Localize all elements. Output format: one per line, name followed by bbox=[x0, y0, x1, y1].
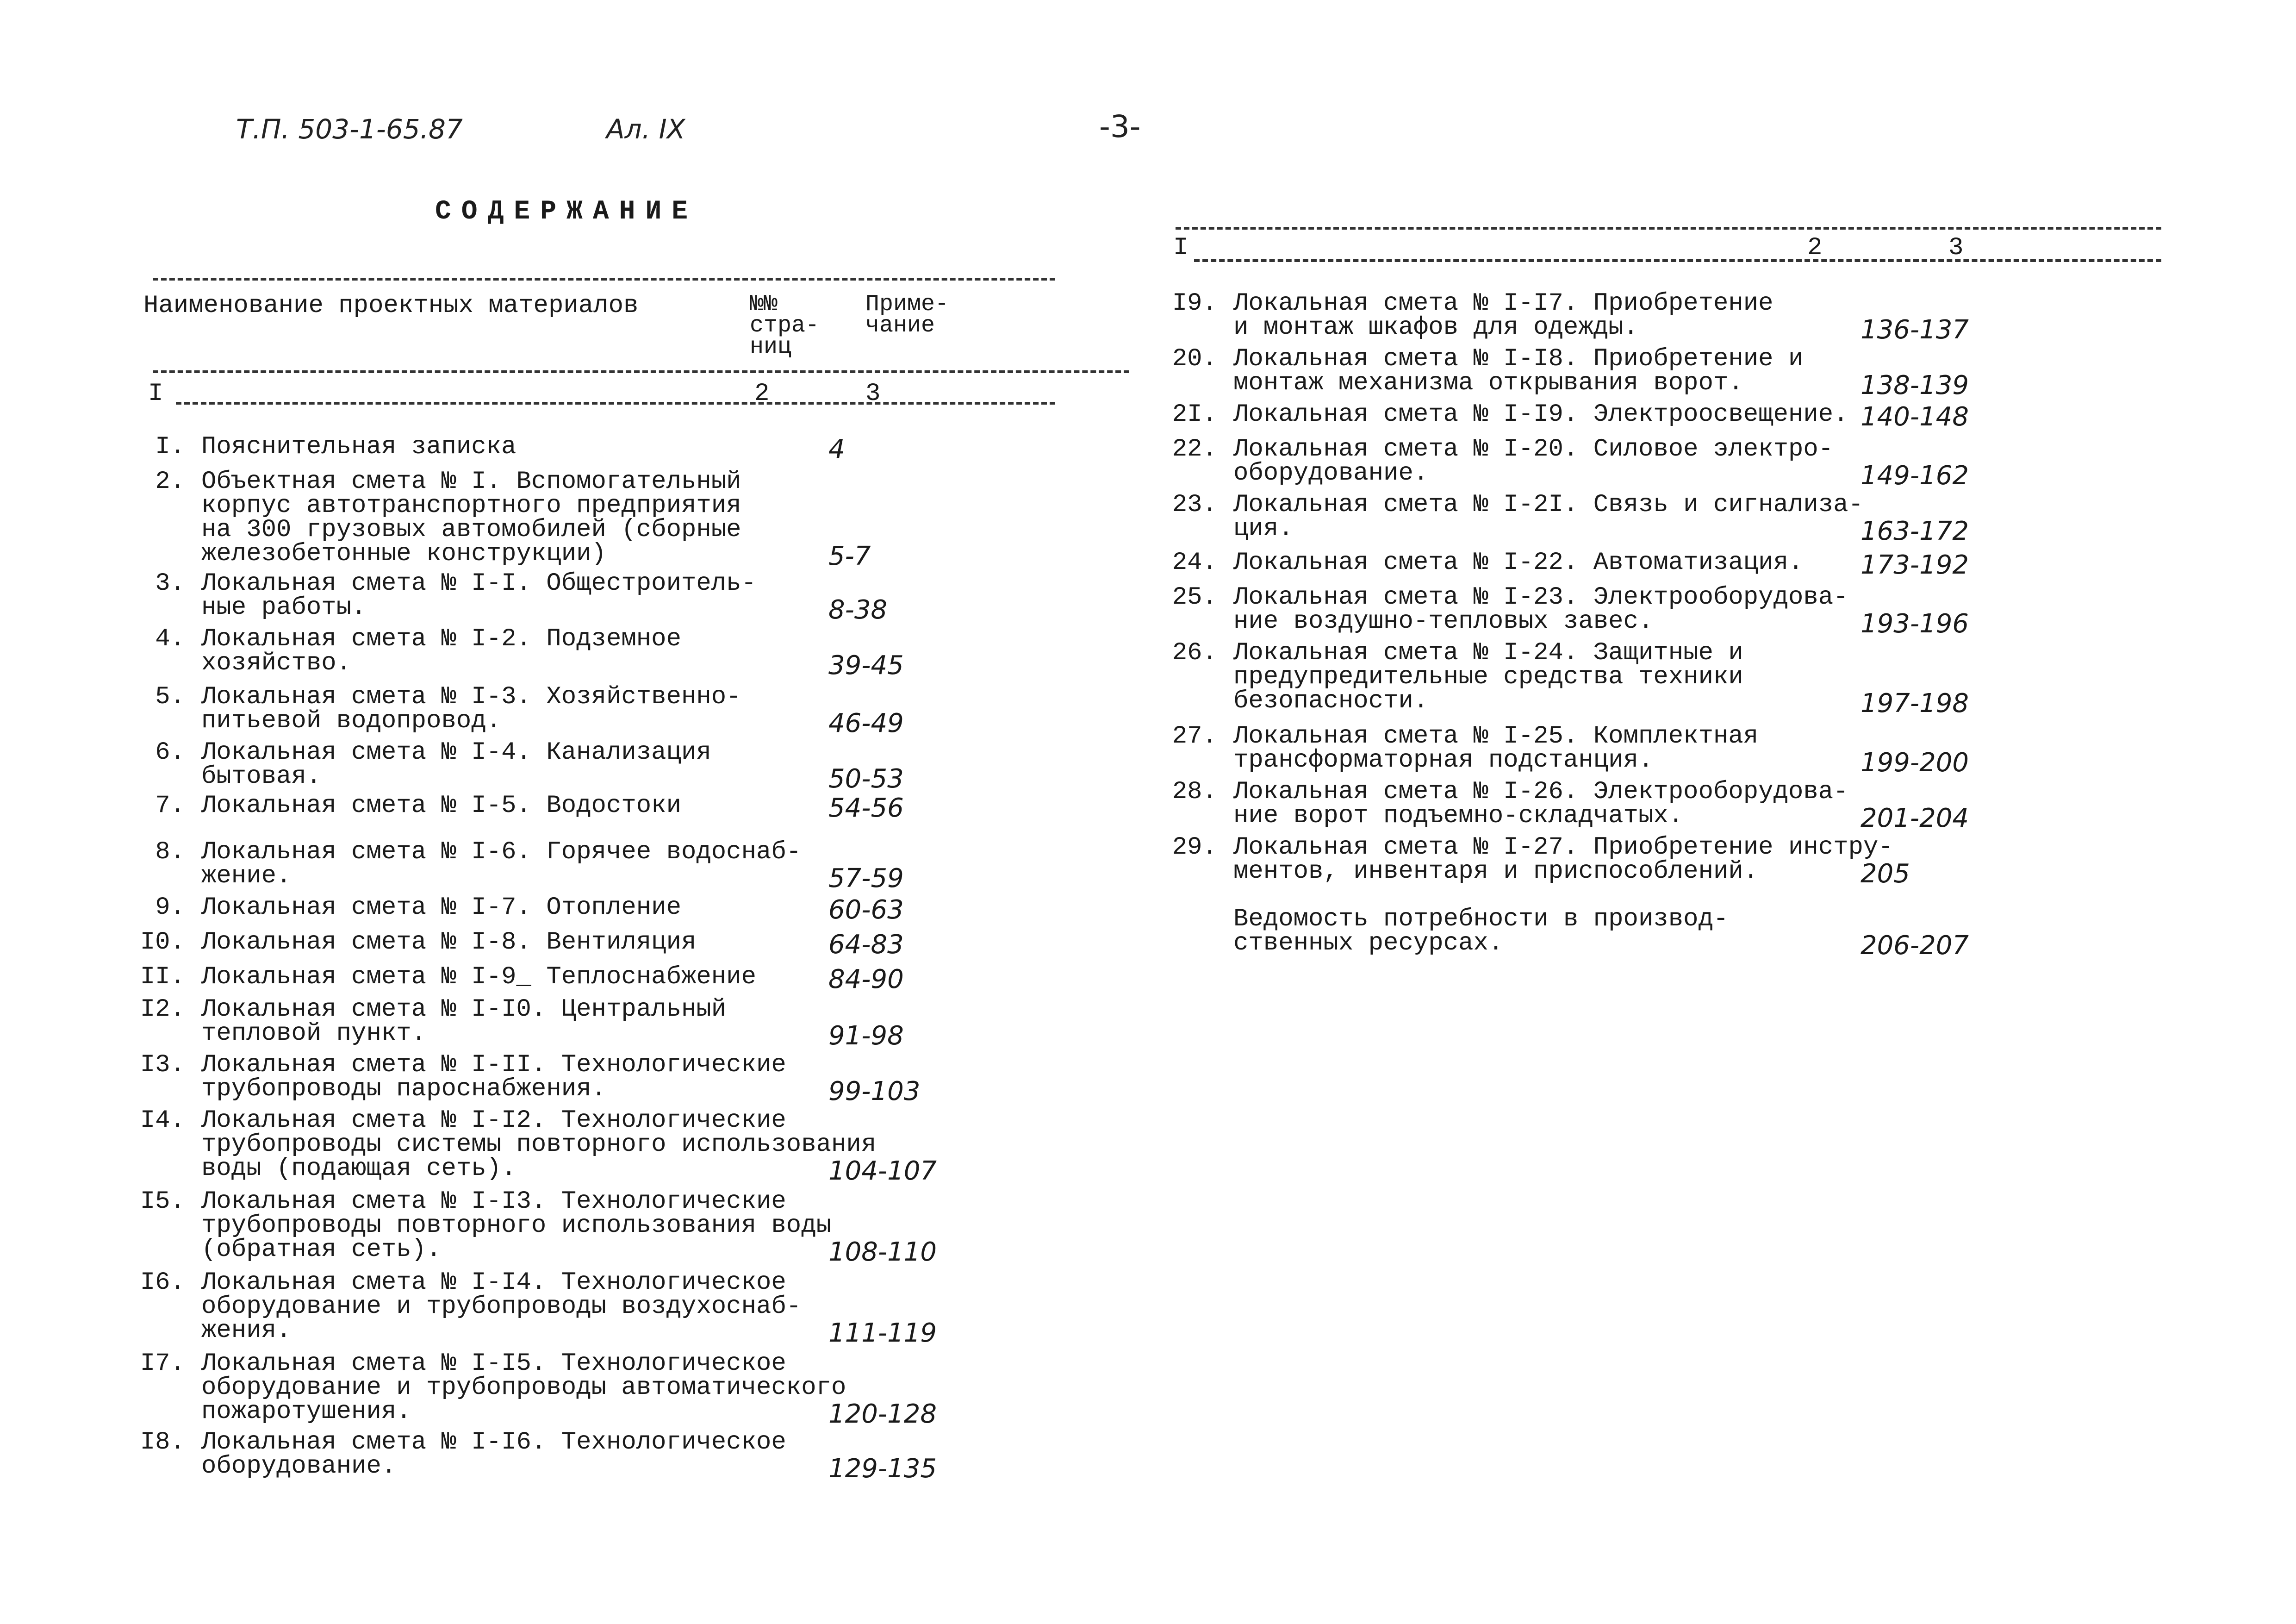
left-entry-title: Локальная смета № I-5. Водостоки bbox=[201, 792, 681, 820]
left-entry-number: 9. bbox=[155, 893, 185, 922]
left-entry-number: 6. bbox=[155, 738, 185, 767]
right-entry-number: 20. bbox=[1172, 345, 1217, 373]
left-entry-pages: 50-53 bbox=[828, 764, 904, 794]
left-entry-pages: 84-90 bbox=[828, 964, 904, 994]
left-entry-number: I8. bbox=[140, 1428, 185, 1456]
right-entry-pages: 163-172 bbox=[1860, 516, 1969, 546]
right-entry-number: 25. bbox=[1172, 583, 1217, 612]
left-entry-pages: 108-110 bbox=[828, 1237, 937, 1267]
left-entry-pages: 5-7 bbox=[828, 541, 871, 571]
right-entry-title: Локальная смета № I-25. Комплектная трансформаторная подстанция. bbox=[1233, 722, 1759, 775]
right-entry-pages: 138-139 bbox=[1860, 370, 1969, 400]
document-code: Т.П. 503-1-65.87 bbox=[236, 113, 463, 145]
left-entry-pages: 64-83 bbox=[828, 930, 904, 960]
right-entry-number: 28. bbox=[1172, 778, 1217, 806]
left-entry-pages: 8-38 bbox=[828, 595, 888, 625]
left-entry-title: Объектная смета № I. Вспомогательный корпус автотранспортного предприятия на 300 грузовых автомобилей (сборные железобетонные конструкции) bbox=[201, 468, 741, 568]
right-entry-number: I9. bbox=[1172, 289, 1217, 318]
right-entry-title: Локальная смета № I-I8. Приобретение и монтаж механизма открывания ворот. bbox=[1233, 345, 1804, 397]
left-entry-pages: 99-103 bbox=[828, 1076, 921, 1106]
column-index-3: 3 bbox=[865, 380, 881, 408]
left-entry-number: 8. bbox=[155, 838, 185, 866]
right-entry-number: 2I. bbox=[1172, 400, 1217, 429]
right-entry-title: Локальная смета № I-2I. Связь и сигнализа- ция. bbox=[1233, 491, 1864, 543]
left-entry-number: I2. bbox=[140, 995, 185, 1024]
left-entry-title: Локальная смета № I-2. Подземное хозяйство. bbox=[201, 625, 681, 677]
left-entry-number: I4. bbox=[140, 1106, 185, 1135]
left-entry-pages: 129-135 bbox=[828, 1454, 937, 1484]
left-entry-title: Локальная смета № I-3. Хозяйственно- питьевой водопровод. bbox=[201, 683, 741, 735]
left-entry-title: Локальная смета № I-8. Вентиляция bbox=[201, 928, 697, 956]
left-entry-pages: 104-107 bbox=[828, 1156, 937, 1186]
album-number: Ал. IX bbox=[606, 113, 685, 145]
right-entry-pages: 149-162 bbox=[1860, 461, 1969, 491]
right-column-index-1: I bbox=[1173, 234, 1188, 262]
right-entry-pages: 197-198 bbox=[1860, 688, 1969, 718]
left-entry-pages: 60-63 bbox=[828, 895, 904, 925]
left-entry-number: 4. bbox=[155, 625, 185, 653]
column-header-note: Приме- чание bbox=[865, 291, 949, 339]
left-header-bottom-rule bbox=[176, 402, 1055, 405]
left-entry-number: 5. bbox=[155, 683, 185, 711]
left-entry-title: Пояснительная записка bbox=[201, 433, 516, 461]
right-entry-number: 23. bbox=[1172, 491, 1217, 519]
left-entry-number: 3. bbox=[155, 569, 185, 598]
right-entry-pages: 173-192 bbox=[1860, 550, 1969, 580]
left-entry-title: Локальная смета № I-I6. Технологическое оборудование. bbox=[201, 1428, 786, 1480]
left-entry-title: Локальная смета № I-I4. Технологическое оборудование и трубопроводы воздухоснаб- жения. bbox=[201, 1268, 802, 1345]
left-entry-title: Локальная смета № I-I. Общестроитель- ные работы. bbox=[201, 569, 756, 622]
right-entry-title: Локальная смета № I-I9. Электроосвещение. bbox=[1233, 400, 1848, 429]
left-entry-number: I3. bbox=[140, 1051, 185, 1079]
left-entry-pages: 120-128 bbox=[828, 1399, 937, 1429]
right-entry-number: 27. bbox=[1172, 722, 1217, 750]
column-header-name: Наименование проектных материалов bbox=[143, 292, 639, 320]
left-entry-title: Локальная смета № I-9_ Теплоснабжение bbox=[201, 963, 756, 991]
left-entry-number: 2. bbox=[155, 468, 185, 496]
left-entry-title: Локальная смета № I-6. Горячее водоснаб- жение. bbox=[201, 838, 802, 890]
right-entry-pages: 201-204 bbox=[1860, 803, 1969, 833]
right-entry-title: Локальная смета № I-I7. Приобретение и монтаж шкафов для одежды. bbox=[1233, 289, 1773, 342]
right-entry-number: 22. bbox=[1172, 435, 1217, 463]
right-entry-number: 29. bbox=[1172, 833, 1217, 862]
right-column-index-3: 3 bbox=[1948, 234, 1964, 262]
left-entry-title: Локальная смета № I-II. Технологические трубопроводы пароснабжения. bbox=[201, 1051, 786, 1103]
left-entry-title: Локальная смета № I-I5. Технологическое оборудование и трубопроводы автоматического пожаротушения. bbox=[201, 1349, 846, 1426]
right-entry-pages: 140-148 bbox=[1860, 402, 1969, 432]
left-entry-number: I6. bbox=[140, 1268, 185, 1297]
right-entry-pages: 199-200 bbox=[1860, 748, 1969, 778]
right-entry-number: 24. bbox=[1172, 549, 1217, 577]
left-entry-pages: 91-98 bbox=[828, 1021, 904, 1051]
left-entry-pages: 54-56 bbox=[828, 793, 904, 823]
page-number: -3- bbox=[1099, 109, 1141, 144]
left-entry-pages: 57-59 bbox=[828, 863, 904, 893]
left-entry-pages: 46-49 bbox=[828, 708, 904, 738]
right-column-index-2: 2 bbox=[1807, 234, 1823, 262]
right-entry-pages: 136-137 bbox=[1860, 315, 1969, 345]
right-entry-title: Локальная смета № I-22. Автоматизация. bbox=[1233, 549, 1804, 577]
left-header-mid-rule bbox=[153, 370, 1129, 373]
right-entry-number: 26. bbox=[1172, 639, 1217, 667]
right-entry-title: Локальная смета № I-27. Приобретение инстру- ментов, инвентаря и приспособлений. bbox=[1233, 833, 1893, 886]
right-header-top-rule bbox=[1176, 227, 2161, 230]
left-entry-number: I0. bbox=[140, 928, 185, 956]
column-index-1: I bbox=[148, 380, 163, 408]
left-entry-title: Локальная смета № I-I3. Технологические трубопроводы повторного использования воды (обратная сеть). bbox=[201, 1187, 832, 1264]
left-entry-title: Локальная смета № I-I0. Центральный тепловой пункт. bbox=[201, 995, 727, 1048]
column-header-pages: №№ стра- ниц bbox=[750, 291, 820, 360]
left-entry-number: II. bbox=[140, 963, 185, 991]
column-index-2: 2 bbox=[754, 380, 770, 408]
left-entry-pages: 4 bbox=[828, 434, 845, 464]
left-entry-number: I7. bbox=[140, 1349, 185, 1378]
left-entry-title: Локальная смета № I-7. Отопление bbox=[201, 893, 681, 922]
left-header-top-rule bbox=[153, 278, 1055, 281]
left-entry-title: Локальная смета № I-I2. Технологические трубопроводы системы повторного использования воды (подающая сеть). bbox=[201, 1106, 877, 1183]
left-entry-number: I. bbox=[155, 433, 185, 461]
right-entry-title: Локальная смета № I-20. Силовое электро- оборудование. bbox=[1233, 435, 1834, 487]
right-header-bottom-rule bbox=[1194, 259, 2161, 262]
left-entry-number: 7. bbox=[155, 792, 185, 820]
left-entry-pages: 39-45 bbox=[828, 650, 904, 681]
right-entry-pages: 206-207 bbox=[1860, 931, 1969, 961]
right-entry-title: Ведомость потребности в производ- ственных ресурсах. bbox=[1233, 905, 1729, 957]
page-title: СОДЕРЖАНИЕ bbox=[435, 197, 698, 227]
left-entry-title: Локальная смета № I-4. Канализация бытовая. bbox=[201, 738, 711, 791]
left-entry-number: I5. bbox=[140, 1187, 185, 1216]
right-entry-title: Локальная смета № I-23. Электрооборудова- ние воздушно-тепловых завес. bbox=[1233, 583, 1848, 636]
left-entry-pages: 111-119 bbox=[828, 1318, 937, 1348]
right-entry-title: Локальная смета № I-24. Защитные и предупредительные средства техники безопасности. bbox=[1233, 639, 1743, 715]
right-entry-pages: 205 bbox=[1860, 859, 1910, 889]
right-entry-pages: 193-196 bbox=[1860, 609, 1969, 639]
right-entry-title: Локальная смета № I-26. Электрооборудова- ние ворот подъемно-складчатых. bbox=[1233, 778, 1848, 830]
